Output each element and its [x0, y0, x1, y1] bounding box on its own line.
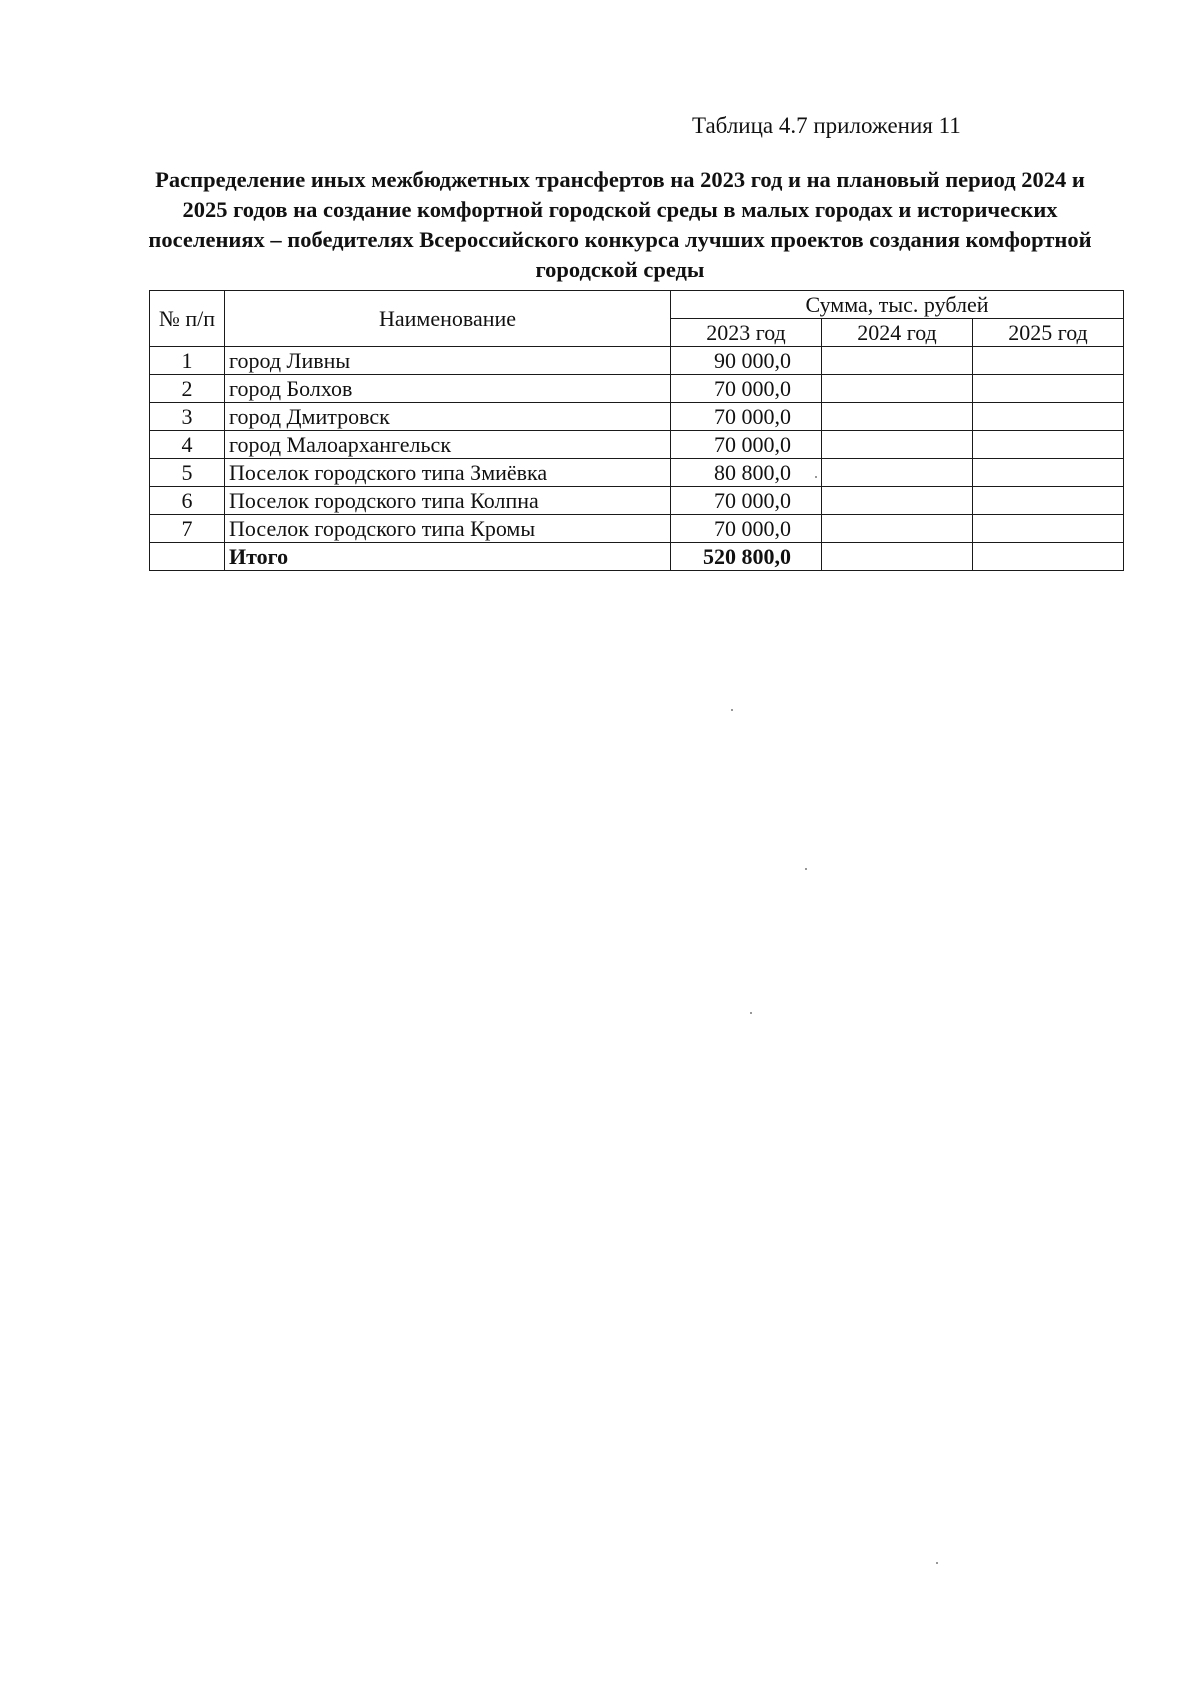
row-value-2024	[822, 375, 973, 403]
table-row	[150, 515, 1124, 543]
table-row	[150, 487, 1124, 515]
row-name: Поселок городского типа Кромы	[225, 515, 671, 543]
total-row	[150, 543, 1124, 571]
header-row-1	[150, 291, 1124, 319]
row-value-2025	[973, 459, 1124, 487]
row-value-2025	[973, 375, 1124, 403]
row-name: город Болхов	[225, 375, 671, 403]
total-num	[150, 543, 225, 571]
row-num: 1	[150, 347, 225, 375]
total-label: Итого	[225, 543, 671, 571]
row-num: 2	[150, 375, 225, 403]
table-row	[150, 431, 1124, 459]
row-value-2023: 90 000,0	[671, 347, 822, 375]
row-value-2023: 80 800,0	[671, 459, 822, 487]
total-value-2023: 520 800,0	[671, 543, 822, 571]
row-value-2024	[822, 487, 973, 515]
row-value-2024	[822, 459, 973, 487]
row-name: город Дмитровск	[225, 403, 671, 431]
scan-speck	[750, 1012, 752, 1014]
row-value-2023: 70 000,0	[671, 515, 822, 543]
row-value-2024	[822, 403, 973, 431]
row-num: 3	[150, 403, 225, 431]
table-header	[150, 291, 1124, 347]
scan-speck	[936, 1562, 938, 1564]
row-num: 7	[150, 515, 225, 543]
header-year-2024: 2024 год	[822, 319, 973, 347]
header-year-2023: 2023 год	[671, 319, 822, 347]
row-num: 6	[150, 487, 225, 515]
header-num: № п/п	[150, 291, 225, 347]
row-value-2025	[973, 347, 1124, 375]
scan-speck	[815, 476, 817, 478]
document-title: Распределение иных межбюджетных трансфертов на 2023 год и на плановый период 2024 и 2025 годов на создание комфортной городской среды в малых городах и исторических поселениях – победителях Всероссийского конкурса лучших проектов создания комфортной городской среды	[148, 167, 1092, 282]
total-value-2025	[973, 543, 1124, 571]
row-value-2024	[822, 515, 973, 543]
row-value-2023: 70 000,0	[671, 403, 822, 431]
table-row	[150, 375, 1124, 403]
row-value-2024	[822, 347, 973, 375]
header-year-2025: 2025 год	[973, 319, 1124, 347]
table-row	[150, 347, 1124, 375]
table-row	[150, 403, 1124, 431]
scan-speck	[731, 709, 733, 711]
row-value-2025	[973, 403, 1124, 431]
row-name: Поселок городского типа Змиёвка	[225, 459, 671, 487]
row-value-2025	[973, 515, 1124, 543]
row-num: 5	[150, 459, 225, 487]
row-value-2025	[973, 487, 1124, 515]
table-body	[150, 347, 1124, 571]
row-value-2025	[973, 431, 1124, 459]
row-value-2023: 70 000,0	[671, 431, 822, 459]
row-value-2023: 70 000,0	[671, 375, 822, 403]
row-value-2024	[822, 431, 973, 459]
row-name: город Ливны	[225, 347, 671, 375]
row-num: 4	[150, 431, 225, 459]
row-name: Поселок городского типа Колпна	[225, 487, 671, 515]
row-value-2023: 70 000,0	[671, 487, 822, 515]
total-value-2024	[822, 543, 973, 571]
row-name: город Малоархангельск	[225, 431, 671, 459]
table-caption: Таблица 4.7 приложения 11	[692, 113, 961, 138]
scan-speck	[805, 868, 807, 870]
transfers-table	[149, 290, 1124, 571]
header-name: Наименование	[225, 291, 671, 347]
table-row	[150, 459, 1124, 487]
header-sum: Сумма, тыс. рублей	[671, 291, 1124, 319]
